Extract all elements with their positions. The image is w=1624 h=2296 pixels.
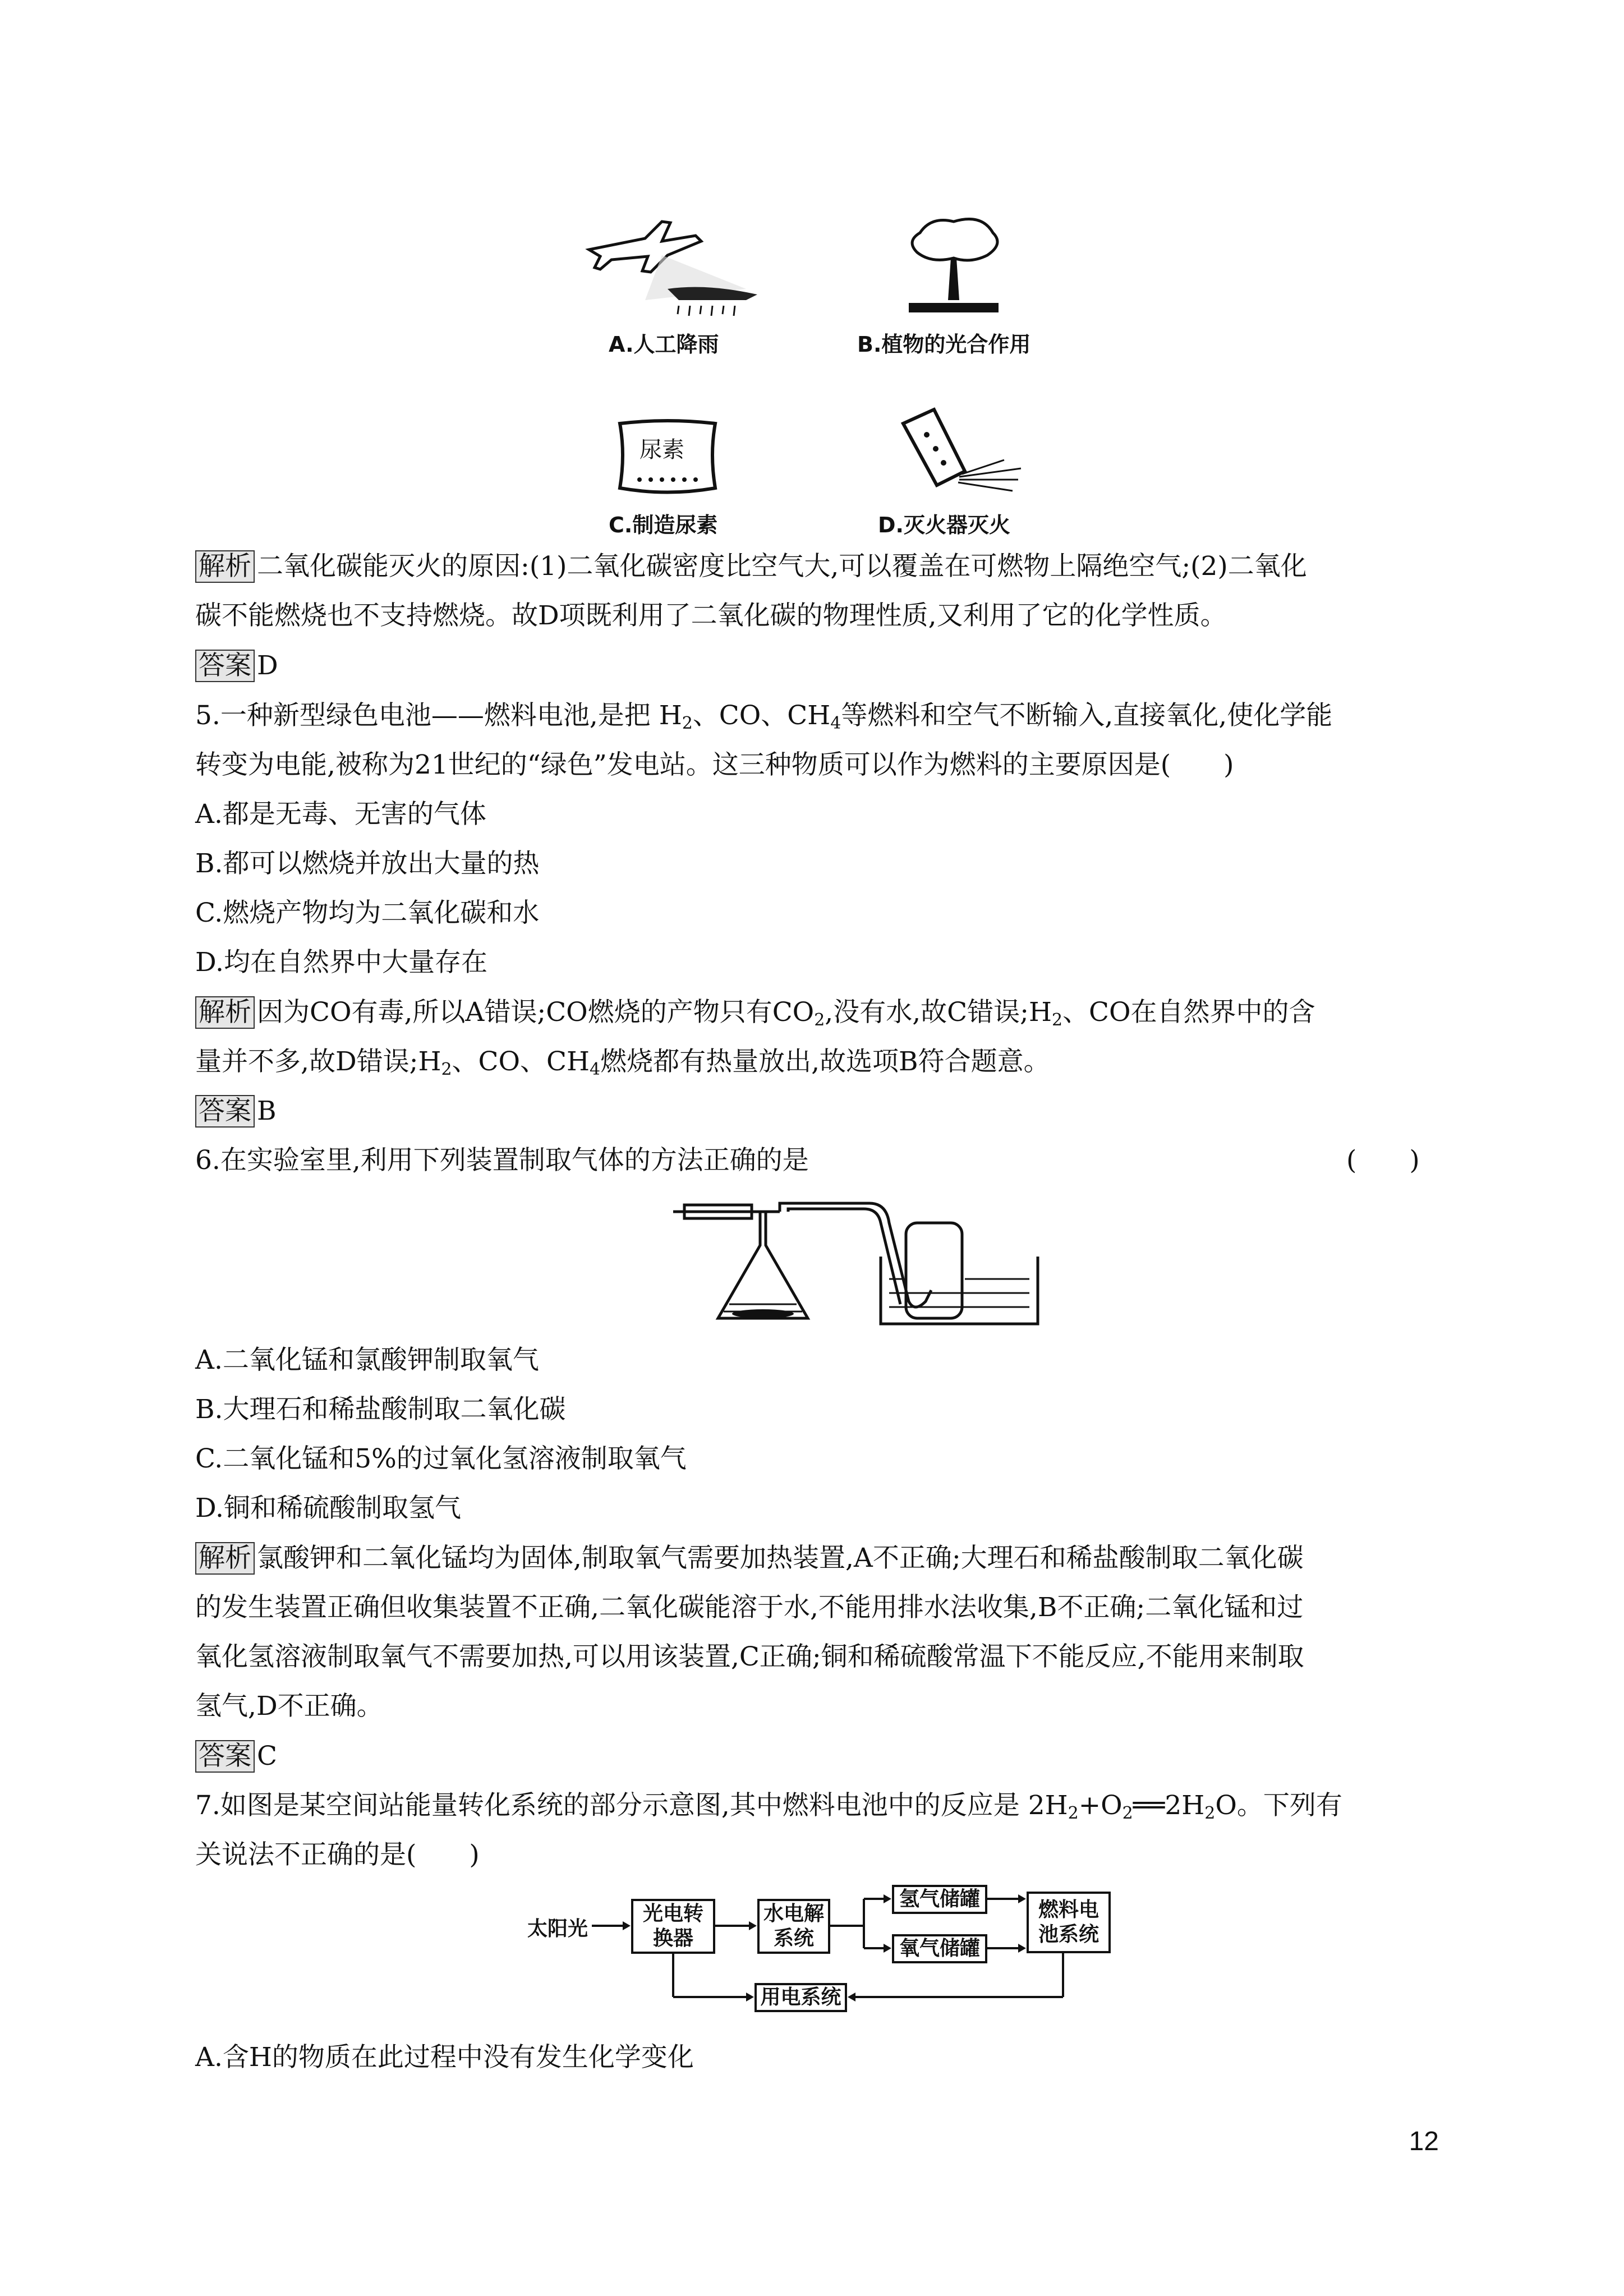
q4-answer: 答案 D [195,649,1429,683]
q6-option-b: B.大理石和稀盐酸制取二氧化碳 [195,1394,566,1425]
q5-analysis-line2: 量并不多,故D错误$;H_2$、CO、$CH_4$燃烧都有热量放出,故选项B符合题意。 [195,1046,1050,1079]
q6-option-c: C.二氧化锰和5%的过氧化氢溶液制取氧气 [195,1443,687,1474]
q6-option-a: A.二氧化锰和氯酸钾制取氧气 [195,1345,539,1375]
fuel-cell-box: 燃料电池系统 [1027,1892,1111,1953]
q6-analysis-line1: 解析 氯酸钾和二氧化锰均为固体,制取氧气需要加热装置,A不正确;大理石和稀盐酸制取二氧化碳 [195,1542,1429,1575]
hydrogen-tank-box: 氢气储罐 [892,1885,987,1914]
electrolysis-box: 水电解系统 [757,1899,830,1954]
q6-analysis-line2: 的发生装置正确但收集装置不正确,二氧化碳能溶于水,不能用排水法收集,B不正确;二氧化锰和过 [195,1592,1304,1623]
analysis-tag: 解析 [195,1542,255,1575]
q6-analysis-line4: 氢气,D不正确。 [195,1691,383,1722]
q7-stem-line2: 关说法不正确的是( ) [195,1839,480,1870]
analysis-tag: 解析 [195,550,255,583]
q5-answer: 答案 B [195,1094,1429,1128]
q4-analysis-line1: 解析 二氧化碳能灭火的原因:(1)二氧化碳密度比空气大,可以覆盖在可燃物上隔绝空气;(2)二氧化 [195,550,1429,583]
q5-stem-line1: 5.一种新型绿色电池——燃料电池,是把 $H_2$、CO、$CH_4$等燃料和空气不断输入,直接氧化,使化学能 [195,700,1333,733]
q7-stem-line1: 7.如图是某空间站能量转化系统的部分示意图,其中燃料电池中的反应是 $2H_2+O_2══2H_2O$。下列有 [195,1790,1342,1823]
q5-option-d: D.均在自然界中大量存在 [195,947,487,978]
q6-answer: 答案 C [195,1740,1429,1773]
q7-option-a: A.含H的物质在此过程中没有发生化学变化 [195,2042,694,2073]
q5-stem-line2: 转变为电能,被称为21世纪的“绿色”发电站。这三种物质可以作为燃料的主要原因是( ) [195,749,1234,780]
q6-option-d: D.铜和稀硫酸制取氢气 [195,1493,461,1524]
q5-option-b: B.都可以燃烧并放出大量的热 [195,848,540,879]
answer-tag: 答案 [195,650,255,682]
answer-tag: 答案 [195,1740,255,1773]
figure-caption-a: A.人工降雨 [609,332,719,357]
oxygen-tank-box: 氧气储罐 [892,1934,987,1963]
q6-paren: ( ) [1346,1145,1420,1176]
sunlight-label: 太阳光 [527,1917,588,1940]
urea-bag-label: 尿素 [640,437,684,463]
analysis-tag: 解析 [195,996,255,1029]
pv-converter-box: 光电转换器 [631,1899,715,1954]
q5-analysis-line1: 解析 因为CO有毒,所以A错误;CO燃烧的产物只有$CO_2$,没有水,故C错误$;H_2$、CO在自然界中的含 [195,996,1429,1029]
q6-stem: 6.在实验室里,利用下列装置制取气体的方法正确的是 [195,1145,809,1176]
figure-caption-d: D.灭火器灭火 [878,513,1010,537]
q5-option-c: C.燃烧产物均为二氧化碳和水 [195,898,540,928]
q6-analysis-line3: 氧化氢溶液制取氧气不需要加热,可以用该装置,C正确;铜和稀硫酸常温下不能反应,不能用来制取 [195,1641,1304,1672]
power-use-box: 用电系统 [755,1983,847,2012]
figure-caption-b: B.植物的光合作用 [857,332,1031,357]
answer-tag: 答案 [195,1095,255,1128]
figure-caption-c: C.制造尿素 [609,513,718,537]
q4-analysis-line2: 碳不能燃烧也不支持燃烧。故D项既利用了二氧化碳的物理性质,又利用了它的化学性质。 [195,600,1227,631]
page-number: 12 [1409,2127,1439,2156]
q5-option-a: A.都是无毒、无害的气体 [195,799,486,830]
